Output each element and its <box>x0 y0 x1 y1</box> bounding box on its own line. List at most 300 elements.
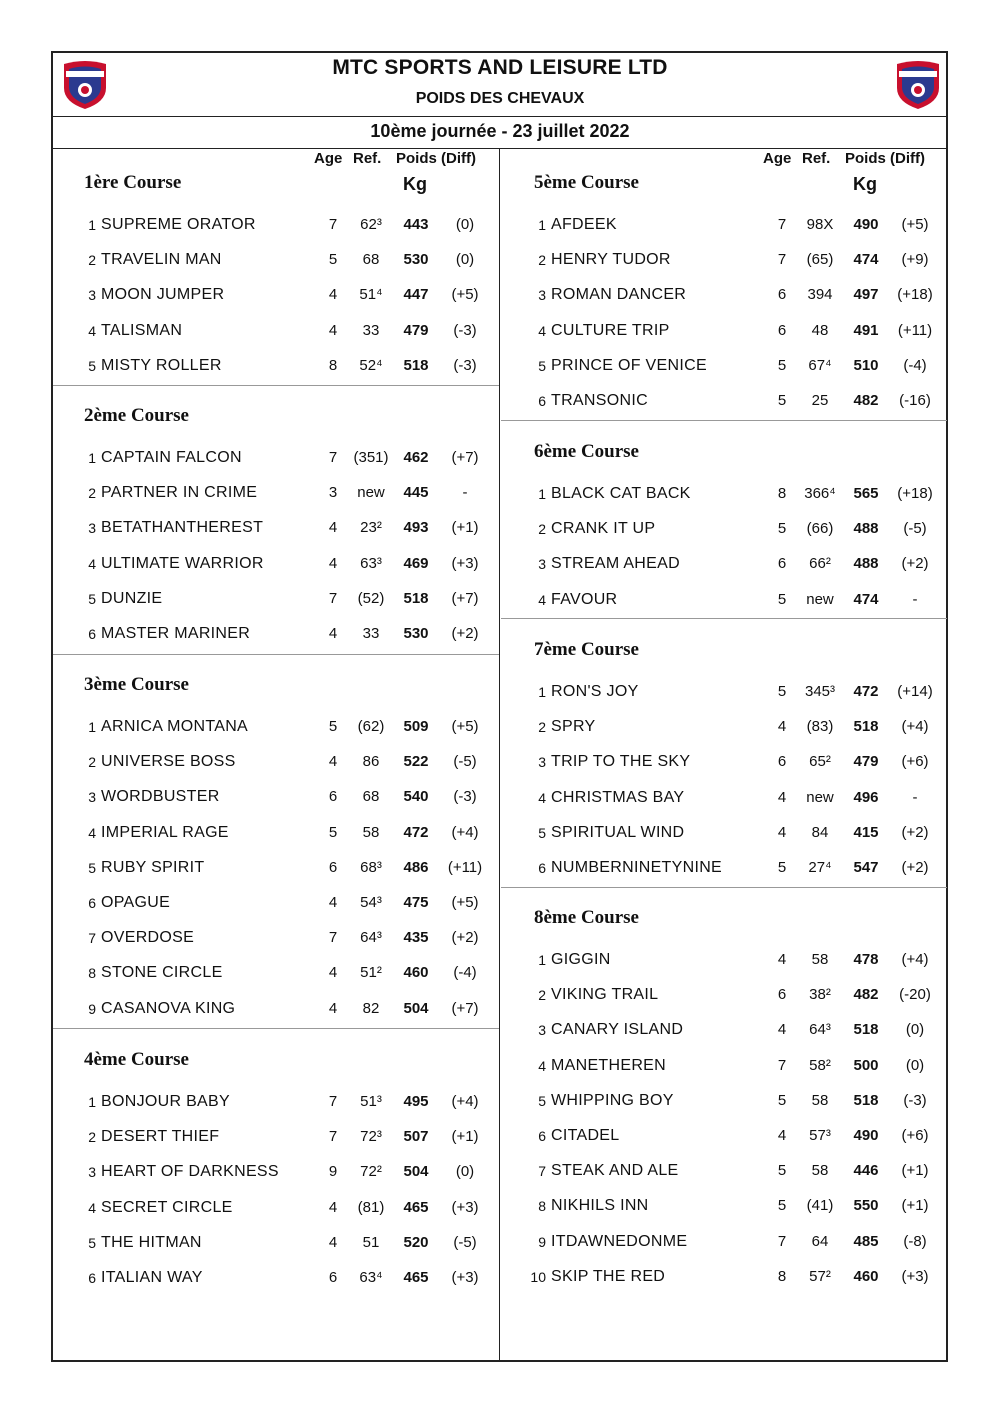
horse-row <box>0 747 1000 777</box>
horse-number: 6 <box>88 1270 96 1286</box>
weight-diff: - <box>912 788 918 806</box>
weight-diff: (+5) <box>451 894 479 911</box>
horse-number: 1 <box>88 719 96 735</box>
weight-diff: (-3) <box>453 788 477 806</box>
horse-weight: 486 <box>403 858 429 876</box>
horse-number: 6 <box>88 626 96 642</box>
horse-age: 4 <box>777 823 787 841</box>
horse-name: TRAVELIN MAN <box>101 251 222 269</box>
horse-number: 1 <box>88 217 96 233</box>
horse-age: 5 <box>777 1197 787 1215</box>
course-title: 6ème Course <box>534 441 639 462</box>
horse-age: 4 <box>328 286 338 304</box>
horse-name: VIKING TRAIL <box>551 986 659 1004</box>
horse-number: 4 <box>88 555 96 572</box>
horse-ref: 394 <box>807 286 833 304</box>
weight-diff: (+11) <box>897 321 933 339</box>
weight-diff: - <box>912 590 918 608</box>
horse-name: CHRISTMAS BAY <box>551 788 685 806</box>
horse-row <box>0 316 1000 346</box>
horse-age: 6 <box>328 858 338 876</box>
horse-ref: 98X <box>806 216 834 233</box>
horse-ref: 67⁴ <box>808 356 832 374</box>
horse-name: DESERT THIEF <box>101 1128 220 1146</box>
horse-number: 5 <box>88 859 96 876</box>
kg-header: Kg <box>403 174 427 194</box>
horse-number: 1 <box>538 486 546 502</box>
horse-name: CRANK IT UP <box>551 520 656 538</box>
horse-age: 7 <box>328 449 338 466</box>
horse-name: BETATHANTHEREST <box>101 519 264 537</box>
horse-age: 5 <box>777 1162 787 1180</box>
horse-age: 5 <box>328 251 338 269</box>
horse-name: GIGGIN <box>551 951 611 968</box>
horse-age: 7 <box>777 216 787 233</box>
horse-number: 2 <box>88 252 96 269</box>
horse-number: 2 <box>88 485 96 502</box>
horse-number: 10 <box>530 1268 546 1285</box>
horse-name: CAPTAIN FALCON <box>101 449 242 466</box>
horse-row <box>0 479 1000 509</box>
horse-age: 4 <box>328 894 338 911</box>
horse-number: 4 <box>88 1199 96 1216</box>
horse-number: 3 <box>88 520 96 537</box>
horse-name: TALISMAN <box>101 321 183 339</box>
horse-age: 4 <box>328 321 338 339</box>
horse-row <box>0 619 1000 649</box>
horse-name: UNIVERSE BOSS <box>101 753 236 771</box>
horse-name: MISTY ROLLER <box>101 356 222 374</box>
horse-age: 7 <box>328 589 338 607</box>
horse-weight: 482 <box>853 986 879 1004</box>
horse-age: 8 <box>328 356 338 374</box>
weight-diff: (0) <box>905 1021 925 1039</box>
horse-ref: new <box>806 788 834 806</box>
horse-number: 3 <box>88 287 96 304</box>
horse-ref: 58 <box>811 951 829 968</box>
horse-number: 2 <box>538 521 546 538</box>
horse-age: 4 <box>328 1198 338 1216</box>
horse-age: 4 <box>328 519 338 537</box>
horse-weight: 496 <box>853 788 879 806</box>
horse-weight: 530 <box>403 251 429 269</box>
horse-number: 6 <box>538 393 546 409</box>
horse-row <box>0 783 1000 813</box>
horse-weight: 446 <box>853 1162 879 1180</box>
weight-diff: (+5) <box>451 286 479 304</box>
horse-age: 5 <box>328 823 338 841</box>
horse-name: RUBY SPIRIT <box>101 858 205 876</box>
weight-diff: (+1) <box>451 519 479 537</box>
horse-age: 7 <box>328 1128 338 1146</box>
horse-age: 8 <box>777 1267 787 1285</box>
horse-name: SPRY <box>551 718 596 736</box>
company-title: MTC SPORTS AND LEISURE LTD <box>332 56 668 79</box>
horse-number: 1 <box>88 1094 96 1110</box>
horse-ref: 27⁴ <box>808 859 832 876</box>
horse-ref: (81) <box>357 1198 385 1216</box>
horse-number: 4 <box>538 789 546 806</box>
horse-name: NUMBERNINETYNINE <box>551 859 723 876</box>
horse-number: 5 <box>538 824 546 841</box>
weight-diff: (+3) <box>451 1198 479 1216</box>
horse-row <box>0 1191 1000 1221</box>
ref-header: Ref. <box>802 150 831 167</box>
horse-weight: 507 <box>403 1128 429 1146</box>
weight-diff: (-8) <box>903 1232 927 1250</box>
horse-number: 3 <box>538 556 546 573</box>
weight-diff: (+2) <box>901 555 929 573</box>
horse-weight: 522 <box>403 753 429 771</box>
weight-diff: (+3) <box>451 554 479 572</box>
horse-age: 5 <box>777 590 787 608</box>
horse-number: 2 <box>538 252 546 269</box>
horse-row <box>0 1262 1000 1292</box>
horse-weight: 550 <box>853 1197 879 1215</box>
horse-number: 5 <box>88 590 96 607</box>
horse-weight: 478 <box>853 951 879 968</box>
horse-name: TRIP TO THE SKY <box>551 753 691 771</box>
course-title: 5ème Course <box>534 172 639 193</box>
course-title: 8ème Course <box>534 907 639 928</box>
horse-ref: 58 <box>362 823 380 841</box>
weight-diff: (-5) <box>453 1233 477 1251</box>
horse-ref: (62) <box>357 718 385 735</box>
horse-ref: (83) <box>806 718 834 736</box>
horse-number: 3 <box>538 287 546 304</box>
horse-ref: (41) <box>806 1197 834 1215</box>
horse-weight: 465 <box>403 1269 429 1286</box>
horse-number: 3 <box>538 1022 546 1039</box>
horse-age: 4 <box>328 964 338 982</box>
horse-ref: 64³ <box>360 929 382 947</box>
horse-age: 7 <box>328 929 338 947</box>
horse-ref: 68 <box>362 251 380 269</box>
horse-weight: 445 <box>403 484 429 502</box>
horse-name: WORDBUSTER <box>101 788 220 806</box>
horse-number: 6 <box>538 1128 546 1144</box>
horse-number: 3 <box>88 789 96 806</box>
horse-weight: 518 <box>853 1091 879 1109</box>
horse-age: 5 <box>328 718 338 735</box>
horse-weight: 530 <box>403 625 429 642</box>
horse-weight: 490 <box>853 216 879 233</box>
horse-name: DUNZIE <box>101 589 163 607</box>
course-title: 2ème Course <box>84 405 189 426</box>
horse-ref: 58 <box>811 1162 829 1180</box>
horse-weight: 474 <box>853 251 879 269</box>
weight-diff: (+6) <box>901 1127 929 1144</box>
horse-age: 4 <box>328 753 338 771</box>
weight-diff: (+7) <box>451 999 479 1017</box>
weight-diff: (+18) <box>897 485 933 502</box>
horse-number: 6 <box>538 860 546 876</box>
horse-weight: 472 <box>403 823 429 841</box>
horse-ref: (66) <box>806 520 834 538</box>
horse-row <box>0 1121 1000 1151</box>
horse-number: 5 <box>538 1092 546 1109</box>
weight-diff: (-4) <box>903 356 927 374</box>
horse-weight: 460 <box>403 964 429 982</box>
horse-row <box>0 1156 1000 1186</box>
horse-number: 5 <box>538 357 546 374</box>
meeting-date: 10ème journée - 23 juillet 2022 <box>370 121 630 141</box>
horse-name: CITADEL <box>551 1127 620 1144</box>
horse-weight: 490 <box>853 1127 879 1144</box>
horse-name: WHIPPING BOY <box>551 1091 674 1109</box>
weight-diff: (+6) <box>901 753 929 771</box>
horse-weight: 504 <box>403 999 429 1017</box>
ref-header: Ref. <box>353 150 382 167</box>
course-title: 4ème Course <box>84 1049 189 1070</box>
weight-diff: (+18) <box>897 286 933 304</box>
horse-number: 4 <box>88 824 96 841</box>
weight-diff: (-3) <box>903 1091 927 1109</box>
weight-diff: (+1) <box>901 1162 929 1180</box>
horse-age: 6 <box>328 788 338 806</box>
horse-age: 6 <box>777 753 787 771</box>
horse-weight: 462 <box>403 449 429 466</box>
horse-name: MASTER MARINER <box>101 625 251 642</box>
course-separator <box>53 654 499 655</box>
horse-weight: 460 <box>853 1267 879 1285</box>
horse-age: 3 <box>328 484 338 502</box>
horse-ref: 51⁴ <box>359 286 383 304</box>
horse-age: 5 <box>777 356 787 374</box>
horse-row <box>0 945 1000 975</box>
horse-weight: 415 <box>853 823 879 841</box>
weight-diff: (+2) <box>451 929 479 947</box>
horse-age: 5 <box>777 392 787 409</box>
horse-age: 7 <box>777 1056 787 1074</box>
horse-ref: 51² <box>360 964 382 982</box>
horse-ref: 51 <box>362 1233 380 1251</box>
horse-name: SPIRITUAL WIND <box>551 823 685 841</box>
horse-name: PARTNER IN CRIME <box>101 484 258 502</box>
horse-ref: 58² <box>809 1056 831 1074</box>
horse-number: 4 <box>538 322 546 339</box>
horse-number: 1 <box>538 684 546 700</box>
horse-weight: 518 <box>853 1021 879 1039</box>
horse-number: 2 <box>88 1129 96 1146</box>
horse-row <box>0 1015 1000 1045</box>
horse-weight: 485 <box>853 1232 879 1250</box>
horse-ref: 52⁴ <box>359 356 383 374</box>
horse-ref: 345³ <box>804 683 836 700</box>
horse-age: 4 <box>777 951 787 968</box>
weight-diff: (0) <box>905 1056 925 1074</box>
weight-diff: (+5) <box>901 216 929 233</box>
horse-ref: 48 <box>811 321 829 339</box>
weight-diff: (+11) <box>447 858 483 876</box>
age-header: Age <box>763 150 792 167</box>
course-separator <box>501 887 947 888</box>
horse-ref: 82 <box>362 999 380 1017</box>
horse-row <box>0 585 1000 615</box>
horse-number: 7 <box>538 1163 546 1180</box>
age-header: Age <box>314 150 343 167</box>
horse-number: 3 <box>88 1164 96 1181</box>
horse-ref: (52) <box>357 589 385 607</box>
weight-diff: (-5) <box>453 753 477 771</box>
horse-ref: 23² <box>360 519 382 537</box>
horse-name: AFDEEK <box>551 216 617 233</box>
weight-diff: - <box>462 484 468 502</box>
horse-row <box>0 351 1000 381</box>
weight-diff: (+2) <box>901 859 929 876</box>
horse-row <box>0 245 1000 275</box>
horse-age: 4 <box>777 1127 787 1144</box>
horse-number: 5 <box>88 1234 96 1251</box>
horse-name: THE HITMAN <box>101 1233 202 1251</box>
horse-row <box>0 1086 1000 1116</box>
horse-row <box>0 888 1000 918</box>
horse-ref: 62³ <box>360 216 382 233</box>
horse-number: 7 <box>88 930 96 947</box>
horse-name: BONJOUR BABY <box>101 1093 230 1110</box>
horse-ref: new <box>357 484 385 502</box>
horse-name: SKIP THE RED <box>551 1267 666 1285</box>
horse-ref: (65) <box>806 251 834 269</box>
horse-ref: 33 <box>362 625 380 642</box>
horse-age: 5 <box>777 859 787 876</box>
horse-age: 5 <box>777 520 787 538</box>
horse-age: 7 <box>328 216 338 233</box>
horse-weight: 488 <box>853 555 879 573</box>
horse-ref: 86 <box>362 753 380 771</box>
horse-ref: 366⁴ <box>804 485 836 502</box>
horse-name: IMPERIAL RAGE <box>101 823 229 841</box>
horse-number: 5 <box>88 357 96 374</box>
horse-number: 2 <box>88 754 96 771</box>
horse-weight: 443 <box>403 216 429 233</box>
horse-weight: 493 <box>403 519 429 537</box>
horse-number: 4 <box>538 1057 546 1074</box>
horse-ref: 58 <box>811 1091 829 1109</box>
horse-ref: (351) <box>353 449 389 466</box>
horse-ref: 51³ <box>360 1093 382 1110</box>
horse-number: 2 <box>538 719 546 736</box>
horse-name: MOON JUMPER <box>101 286 225 304</box>
horse-name: SUPREME ORATOR <box>101 216 256 233</box>
weight-diff: (+1) <box>451 1128 479 1146</box>
horse-weight: 435 <box>403 929 429 947</box>
weight-diff: (+4) <box>901 718 929 736</box>
horse-ref: 68³ <box>360 858 382 876</box>
horse-name: FAVOUR <box>551 590 618 608</box>
horse-weight: 495 <box>403 1093 429 1110</box>
horse-ref: 65² <box>809 753 831 771</box>
horse-number: 2 <box>538 987 546 1004</box>
horse-name: BLACK CAT BACK <box>551 485 691 502</box>
horse-ref: 38² <box>809 986 831 1004</box>
horse-ref: 63⁴ <box>359 1269 383 1286</box>
weight-diff: (+7) <box>451 589 479 607</box>
weight-diff: (-16) <box>899 392 931 409</box>
horse-name: STONE CIRCLE <box>101 964 223 982</box>
horse-name: OPAGUE <box>101 894 171 911</box>
horse-age: 4 <box>328 625 338 642</box>
horse-row <box>0 818 1000 848</box>
horse-weight: 479 <box>853 753 879 771</box>
weight-diff: (+3) <box>451 1269 479 1286</box>
horse-number: 4 <box>88 322 96 339</box>
weight-diff: (+9) <box>901 251 929 269</box>
horse-name: RON'S JOY <box>551 683 639 700</box>
weight-diff: (+4) <box>451 823 479 841</box>
weight-diff: (+14) <box>897 683 933 700</box>
horse-age: 6 <box>777 286 787 304</box>
horse-ref: 54³ <box>360 894 382 911</box>
horse-weight: 469 <box>403 554 429 572</box>
horse-name: ITDAWNEDONME <box>551 1232 688 1250</box>
horse-name: CASANOVA KING <box>101 999 236 1017</box>
horse-ref: 72³ <box>360 1128 382 1146</box>
horse-name: CANARY ISLAND <box>551 1021 684 1039</box>
weight-diff: (0) <box>455 216 475 233</box>
horse-name: OVERDOSE <box>101 929 195 947</box>
horse-weight: 497 <box>853 286 879 304</box>
weight-diff: (+5) <box>451 718 479 735</box>
horse-ref: 63³ <box>360 554 382 572</box>
horse-number: 1 <box>538 217 546 233</box>
horse-row <box>0 1051 1000 1081</box>
horse-ref: 33 <box>362 321 380 339</box>
horse-row <box>0 1227 1000 1257</box>
horse-number: 6 <box>88 895 96 911</box>
horse-row <box>0 677 1000 707</box>
horse-row <box>0 980 1000 1010</box>
horse-weight: 472 <box>853 683 879 700</box>
horse-name: PRINCE OF VENICE <box>551 356 707 374</box>
header-divider <box>51 116 948 117</box>
horse-weight: 475 <box>403 894 429 911</box>
horse-age: 5 <box>777 683 787 700</box>
horse-age: 6 <box>777 986 787 1004</box>
horse-weight: 479 <box>403 321 429 339</box>
horse-age: 8 <box>777 485 787 502</box>
horse-number: 3 <box>538 754 546 771</box>
horse-number: 9 <box>538 1233 546 1250</box>
weight-diff: (+4) <box>451 1093 479 1110</box>
horse-age: 4 <box>328 999 338 1017</box>
weight-diff: (+2) <box>901 823 929 841</box>
horse-number: 9 <box>88 1000 96 1017</box>
horse-weight: 465 <box>403 1198 429 1216</box>
document-subtitle: POIDS DES CHEVAUX <box>415 90 585 107</box>
horse-age: 6 <box>328 1269 338 1286</box>
horse-weight: 509 <box>403 718 429 735</box>
weight-diff: (0) <box>455 251 475 269</box>
horse-number: 1 <box>88 450 96 466</box>
weight-diff: (+1) <box>901 1197 929 1215</box>
horse-ref: 64 <box>811 1232 829 1250</box>
horse-name: ITALIAN WAY <box>101 1269 203 1286</box>
weight-diff: (+3) <box>901 1267 929 1285</box>
horse-age: 7 <box>777 251 787 269</box>
horse-ref: 72² <box>360 1163 382 1181</box>
course-title: 3ème Course <box>84 674 189 695</box>
weight-diff: (-4) <box>453 964 477 982</box>
horse-ref: 64³ <box>809 1021 831 1039</box>
horse-weight: 504 <box>403 1163 429 1181</box>
horse-row <box>0 549 1000 579</box>
horse-number: 1 <box>538 952 546 968</box>
horse-number: 8 <box>538 1198 546 1215</box>
course-separator <box>501 420 947 421</box>
horse-weight: 518 <box>853 718 879 736</box>
horse-number: 4 <box>538 591 546 608</box>
